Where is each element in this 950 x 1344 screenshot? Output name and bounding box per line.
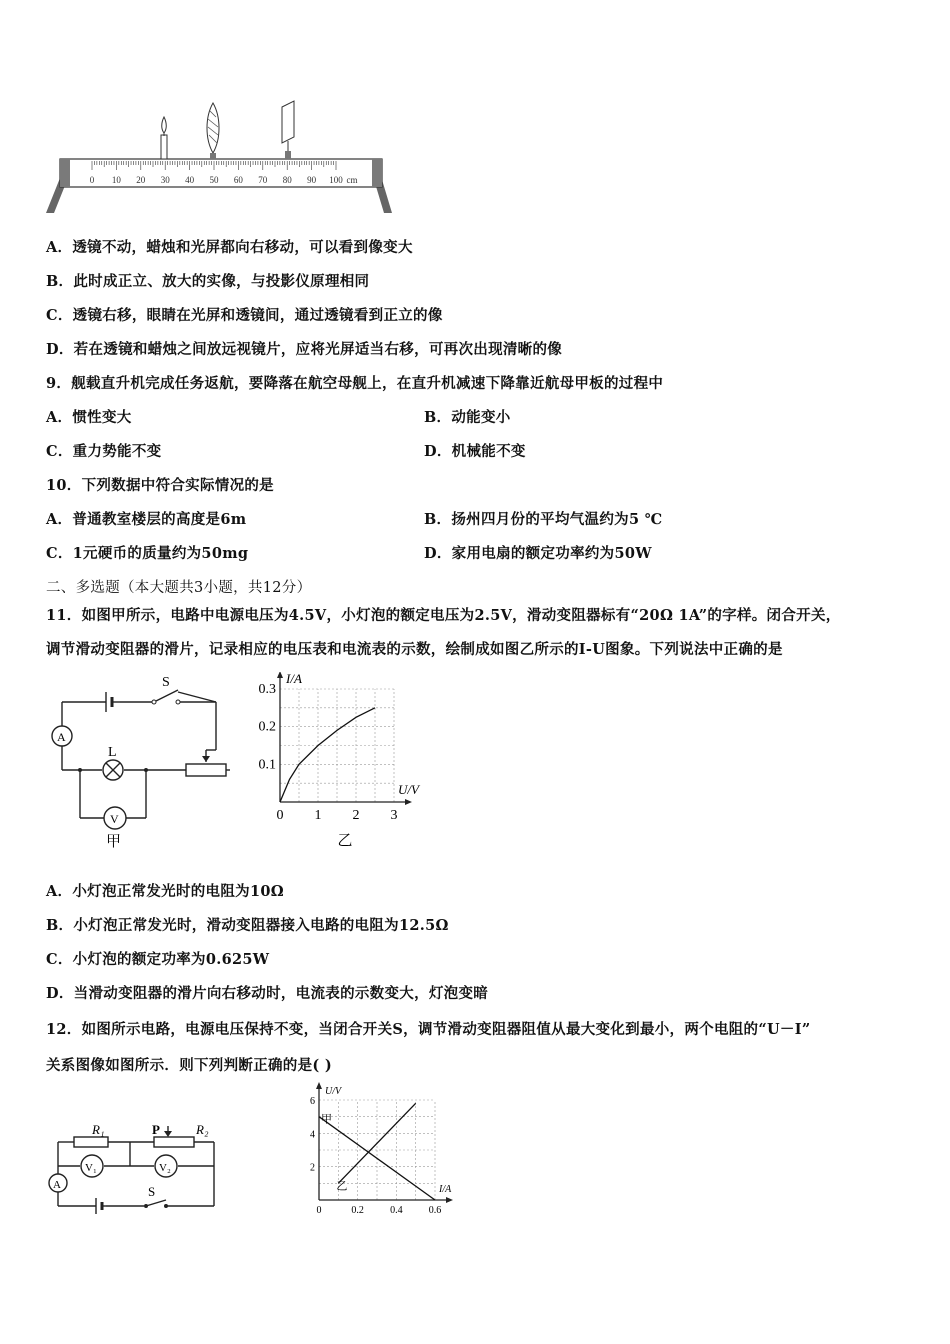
rheostat-slider [202,756,210,762]
q12-stem-line-2: 关系图像如图所示．则下列判断正确的是( ) [46,1057,333,1074]
bench-tick-label: 100 [329,175,343,185]
q11-voltmeter-label: V [110,812,119,826]
bench-tick-label: 0 [89,175,95,185]
q11-option-b: B．小灯泡正常发光时，滑动变阻器接入电路的电阻为12.5Ω [46,917,449,934]
bench-tick-label: 20 [136,175,146,185]
bench-tick-label: 90 [307,175,317,185]
x-axis-label: U/V [398,782,419,797]
series-line-小灯泡 [280,708,375,802]
q11-option-d: D．当滑动变阻器的滑片向右移动时，电流表的示数变大，灯泡变暗 [46,985,489,1002]
q12-v1-label: V₁ [85,1162,97,1174]
q11-switch-label: S [162,675,170,690]
q12-r1 [74,1137,108,1147]
candle [161,117,167,159]
x-tick-label: 0 [316,1205,322,1216]
q11-ammeter-label: A [57,730,66,744]
q11-circuit-diagram [44,670,244,850]
x-tick-label: 0.2 [351,1205,364,1216]
q10-stem: 10．下列数据中符合实际情况的是 [46,477,274,494]
bench-tick-label: 60 [233,175,243,185]
bench-tick-label: 10 [111,175,121,185]
q8-option-c: C．透镜右移，眼睛在光屏和透镜间，通过透镜看到正立的像 [46,307,443,324]
q11-circuit-caption: 甲 [106,834,122,850]
bench-tick-label: 40 [185,175,195,185]
q9-options-row-1 [46,406,886,427]
x-tick-label: 0.6 [428,1205,442,1216]
chart-caption: 乙 [337,833,353,849]
q11-option-c: C．小灯泡的额定功率为0.625W [46,951,270,968]
switch-blade [156,690,178,701]
bench-right-end [372,159,382,187]
q12-ammeter-label: A [53,1179,61,1191]
light-screen [282,101,294,159]
y-tick-label: 4 [310,1129,315,1141]
q10-option-b: B．扬州四月份的平均气温约为5 ℃ [424,511,663,528]
q9-option-b: B．动能变小 [424,409,511,426]
q11-stem-line-1: 11．如图甲所示，电路中电源电压为4.5V，小灯泡的额定电压为2.5V，滑动变阻器标有“20Ω 1A”的字样。闭合开关， [46,607,841,624]
q9-option-d: D．机械能不变 [424,443,526,460]
q9-stem: 9．舰载直升机完成任务返航，要降落在航空母舰上，在直升机减速下降靠近航母甲板的过程中 [46,375,664,392]
y-tick-label: 6 [310,1096,315,1107]
x-tick-label: 1 [314,808,322,823]
bench-tick-label: 30 [160,175,170,185]
convex-lens [207,103,219,159]
optical-bench-figure [40,95,400,220]
q10-options-row-2 [46,542,886,563]
y-axis-arrow [277,672,283,678]
q11-option-a: A．小灯泡正常发光时的电阻为10Ω [46,883,284,900]
x-axis-label: I/A [439,1184,452,1195]
q12-switch-label: S [148,1184,156,1199]
series-name-label: 甲 [321,1113,332,1126]
y-axis-arrow [316,1082,322,1089]
bench-tick-label: 80 [282,175,292,185]
y-tick-label: 0.2 [258,719,276,735]
x-tick-label: 2 [352,808,360,823]
bench-left-end [60,159,70,187]
q12-circuit-diagram [44,1120,234,1220]
q12-switch-blade [146,1200,166,1206]
q11-iu-chart [250,672,440,850]
y-tick-label: 0.1 [258,757,276,773]
y-tick-label: 2 [310,1162,315,1174]
y-tick-label: 0.3 [258,682,276,697]
q12-p-label: P [152,1122,160,1137]
q12-r2-label: R₂ [196,1122,209,1137]
q8-option-a: A．透镜不动，蜡烛和光屏都向右移动，可以看到像变大 [46,239,413,256]
q10-option-d: D．家用电扇的额定功率约为50W [424,545,652,562]
bench-tick-label: 70 [258,175,268,185]
q12-r2 [154,1137,194,1147]
q10-options-row-1 [46,508,886,529]
x-tick-label: 3 [390,808,398,823]
q8-option-d: D．若在透镜和蜡烛之间放远视镜片，应将光屏适当右移，可再次出现清晰的像 [46,341,563,358]
x-axis-arrow [446,1197,453,1203]
q11-stem-line-2: 调节滑动变阻器的滑片，记录相应的电压表和电流表的示数，绘制成如图乙所示的I-U图象。下列说法中正确的是 [46,641,783,658]
switch-pivot [152,700,156,704]
series-name-label: 乙 [336,1180,348,1193]
q12-r1-label: R₁ [92,1122,105,1137]
x-axis-arrow [405,799,412,805]
x-tick-label: 0 [276,808,284,823]
q9-option-c: C．重力势能不变 [46,443,162,460]
q12-v2-label: V₂ [159,1162,171,1174]
q10-option-a: A．普通教室楼层的高度是6m [46,511,247,528]
q9-options-row-2 [46,440,886,461]
q12-slider-arrow [164,1131,172,1137]
y-axis-label: U/V [325,1086,342,1097]
q9-option-a: A．惯性变大 [46,409,132,426]
q8-option-b: B．此时成正立、放大的实像，与投影仪原理相同 [46,273,370,290]
q10-option-c: C．1元硬币的质量约为50mg [46,545,249,562]
y-axis-label: I/A [286,672,302,686]
bench-tick-label: 50 [209,175,219,185]
q12-ui-chart [295,1080,475,1220]
q12-stem-line-1: 12．如图所示电路，电源电压保持不变，当闭合开关S，调节滑动变阻器阻值从最大变化到最小，两个电阻的“U－I” [46,1021,811,1038]
q11-lamp-label: L [108,745,117,760]
section-2-heading: 二、多选题（本大题共3小题，共12分） [46,580,312,596]
x-tick-label: 0.4 [390,1205,403,1216]
bench-tick-label: cm [346,175,358,185]
